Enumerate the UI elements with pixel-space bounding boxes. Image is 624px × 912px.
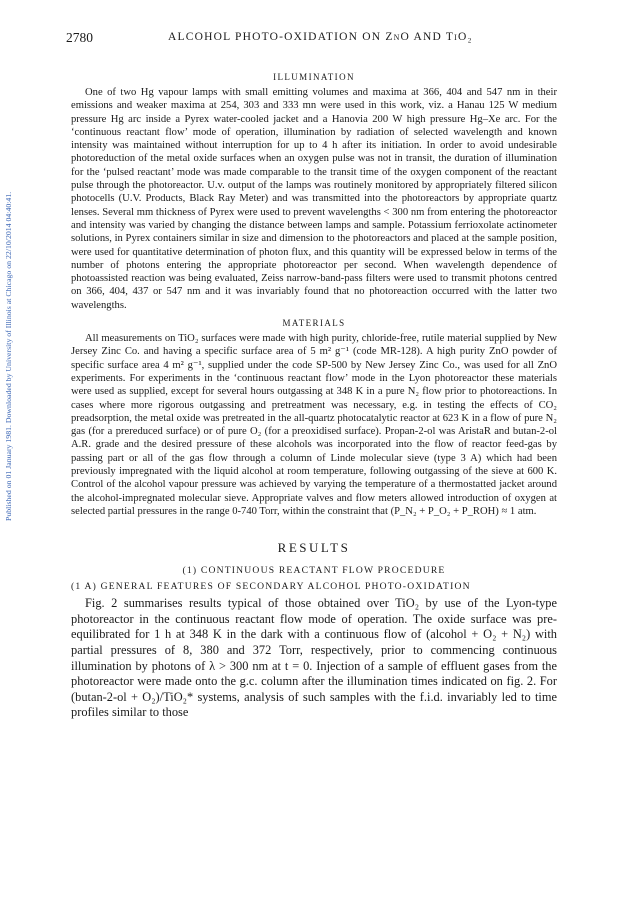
page-header <box>66 30 566 50</box>
results-subsubheading: (1 A) GENERAL FEATURES OF SECONDARY ALCOHOL PHOTO-OXIDATION <box>71 581 471 593</box>
materials-heading: MATERIALS <box>282 318 346 329</box>
results-heading: RESULTS <box>277 540 351 556</box>
results-subheading: (1) CONTINUOUS REACTANT FLOW PROCEDURE <box>182 565 446 577</box>
download-watermark: Published on 01 January 1981. Downloaded by University of Illinois at Chicago on 22/10/2014 04:40:41. <box>4 191 13 521</box>
illumination-heading: ILLUMINATION <box>273 72 355 82</box>
illumination-paragraph: One of two Hg vapour lamps with small emitting volumes and maxima at 366, 404 and 547 nm in their emissions and weaker maxima at 254, 303 and 333 mn were used in this work, viz. a Hanau 125 W medium pressure Hg arc inside a Pyrex water-cooled jacket and a Hanovia 200 W high pressure Hg–Xe arc. For the ‘continuous reactant flow’ mode of operation, illumination by radiation of selected wavelength and known intensity was maintained without interruption for up to 4 h after its initiation. In order to avoid undesirable photoreduction of the metal oxide surfaces when an oxygen pulse was not in transit, the duration of illumination for the ‘pulsed reactant’ mode was made comparable to the transit time of the oxygen component of the reactant pulse through the photoreactor. U.v. output of the lamps was routinely monitored by appropriately filtered silicon photocells (U.V. Products, Black Ray Meter) and was transmitted into the photoreactors by appropriate quartz lenses. Several mm thickness of Pyrex were used to prevent wavelengths < 300 nm from entering the photoreactor and intensity was varied by changing the distance between lamps and sample. Potassium ferrioxolate actinometer solutions, in Pyrex containers similar in size and dimension to the photoreactors and placed at the sample position, were used for quantitative determination of photon flux, and this quantity will be expressed below in terms of the number of photons entering the appropriate photoreactor per second. When wavelength dependence of photoassisted reaction was being evaluated, Zeiss narrow-band-pass filters were used to transmit photons centred on 366, 404, 437 or 547 nm and it was invariably found that no photoreaction occurred with the latter two wavelengths. <box>71 87 557 311</box>
article-body <box>71 72 557 721</box>
results-paragraph: Fig. 2 summarises results typical of those obtained over TiO₂ by use of the Lyon-type photoreactor in the continuous reactant flow mode of operation. The oxide surface was pre-equilibrated for 1 h at 348 K in the dark with a continuous flow of (alcohol + O₂ + N₂) with partial pressures of 8, 380 and 372 Torr, respectively, prior to commencing continuous illumination by photons of λ > 300 nm at t = 0. Injection of a sample of effluent gases from the photoreactor were made onto the g.c. column after the illumination times indicated on fig. 2. For (butan-2-ol + O₂)/TiO₂* systems, analysis of such samples with the f.i.d. invariably led to time profiles similar to those <box>71 596 557 720</box>
page-number: 2780 <box>66 30 93 45</box>
running-title: ALCOHOL PHOTO-OXIDATION ON ZnO AND TiO₂ <box>168 31 473 43</box>
materials-paragraph: All measurements on TiO₂ surfaces were made with high purity, chloride-free, rutile material supplied by New Jersey Zinc Co. and having a specific surface area of 5 m² g⁻¹ (code MR-128). A high purity ZnO powder of specific surface area 4 m² g⁻¹, supplied under the code SP-500 by New Jersey Zinc Co., was used for all ZnO experiments. For experiments in the ‘continuous reactant flow’ mode in the Lyon photoreactor these materials were used as supplied, except for several hours outgassing at 348 K in a pure N₂ flow prior to photoreactions. In cases where more rigorous outgassing and pretreatment was necessary, e.g. in testing the effects of CO₂ preadsorption, the metal oxide was pretreated in the all-quartz photocatalytic reactor at 623 K in a flow of pure N₂ gas (for a prereduced surface) or of pure O₂ (for a preoxidised surface). Propan-2-ol was AristaR and butan-2-ol A.R. grade and the desired pressure of these alcohols was incorporated into the flow of reactor feed-gas by passing part or all of the gas flow through a column of Linde molecular sieve (type 3 A) which had been previously impregnated with the liquid alcohol at room temperature, following outgassing of the sieve at 600 K. Control of the alcohol vapour pressure was achieved by varying the temperature of a thermostatted jacket around the alcohol-impregnated molecular sieve. Appropriate valves and flow meters allowed introduction of oxygen at selected partial pressures in the range 0-740 Torr, within the constraint that (P_N₂ + P_O₂ + P_ROH) ≈ 1 atm. <box>71 333 557 517</box>
